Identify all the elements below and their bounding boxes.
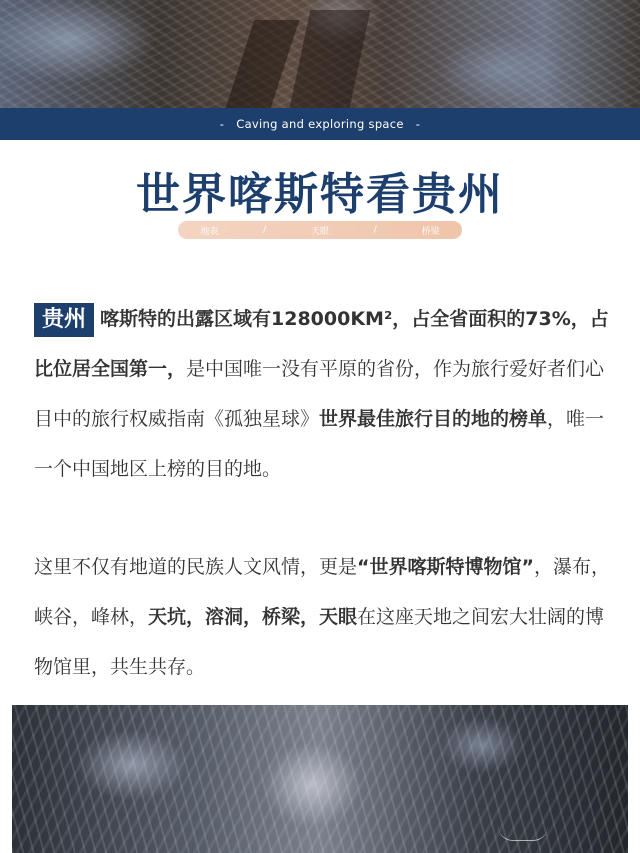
museum-bold-2: 天坑，溶洞，桥梁，天眼 — [148, 606, 358, 628]
banner-dash-left: - — [219, 117, 225, 131]
pill-item-surface: 地表 — [200, 226, 219, 237]
bottom-cave-photo — [12, 705, 628, 853]
page-title: 世界喀斯特看贵州 — [136, 169, 504, 220]
pill-separator: / — [263, 225, 267, 235]
museum-text-2: ，瀑布，峡谷，峰林， — [34, 556, 611, 628]
pill-item-sky-eye: 天眼 — [310, 226, 329, 237]
museum-bold-1: “世界喀斯特博物馆” — [357, 556, 534, 578]
intro-bold-1: 喀斯特的出露区域有128000KM²，占全省面积的73%，占比位居全国第一， — [34, 308, 609, 380]
photographer-signature — [498, 826, 548, 841]
person-shadow-right — [290, 10, 371, 108]
banner-dash-right: - — [415, 117, 421, 131]
category-pill — [178, 221, 462, 239]
museum-text-1: 这里不仅有地道的民族人文风情，更是 — [34, 556, 358, 578]
person-shadow-left — [226, 20, 300, 108]
guizhou-tag: 贵州 — [34, 303, 94, 337]
pill-separator: / — [373, 225, 377, 235]
intro-text-2: ，唯一一个中国地区上榜的目的地。 — [34, 408, 605, 480]
museum-paragraph — [34, 542, 614, 692]
intro-paragraph — [34, 294, 614, 494]
museum-text-3: 在这座天地之间宏大壮阔的博物馆里，共生共存。 — [34, 606, 605, 678]
banner-subtitle: Caving and exploring space — [236, 117, 404, 131]
intro-text-1: 是中国唯一没有平原的省份，作为旅行爱好者们心目中的旅行权威指南《孤独星球》 — [34, 358, 605, 430]
intro-bold-2: 世界最佳旅行目的地的榜单 — [319, 408, 548, 430]
top-cave-photo — [0, 0, 640, 108]
pill-item-bridge: 桥梁 — [421, 226, 440, 237]
subtitle-banner — [0, 108, 640, 140]
